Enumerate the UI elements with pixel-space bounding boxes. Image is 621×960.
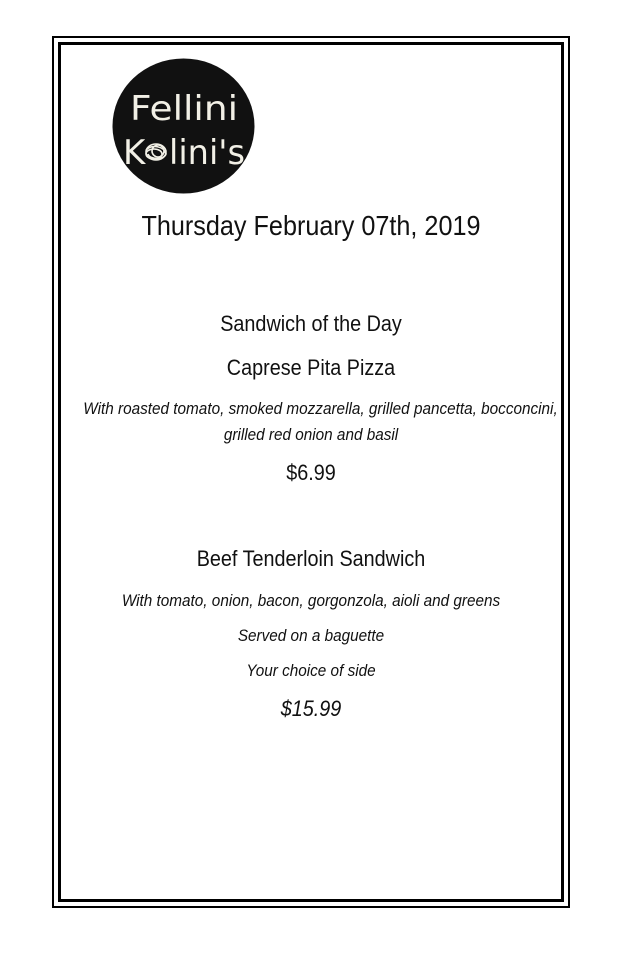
logo-text-line2-suffix: lini's — [169, 133, 245, 173]
special-heading: Sandwich of the Day — [220, 311, 402, 336]
item2-price: $15.99 — [280, 696, 342, 721]
item2-side-note: Your choice of side — [246, 661, 376, 680]
item2-name: Beef Tenderloin Sandwich — [196, 546, 426, 571]
logo-text-line1: Fellini — [130, 89, 238, 129]
special-item-price: $6.99 — [286, 460, 336, 485]
menu-date: Thursday February 07th, 2019 — [141, 210, 481, 241]
special-item-name: Caprese Pita Pizza — [226, 355, 396, 380]
special-item-description-line2: grilled red onion and basil — [223, 425, 399, 444]
special-item-description-line1: With roasted tomato, smoked mozzarella, grilled pancetta, bocconcini, — [83, 399, 558, 418]
logo-text-line2-prefix: K — [123, 133, 146, 173]
item2-description: With tomato, onion, bacon, gorgonzola, aioli and greens — [121, 591, 501, 610]
item2-served-note: Served on a baguette — [237, 626, 385, 645]
fellini-kolinis-logo — [112, 58, 255, 194]
